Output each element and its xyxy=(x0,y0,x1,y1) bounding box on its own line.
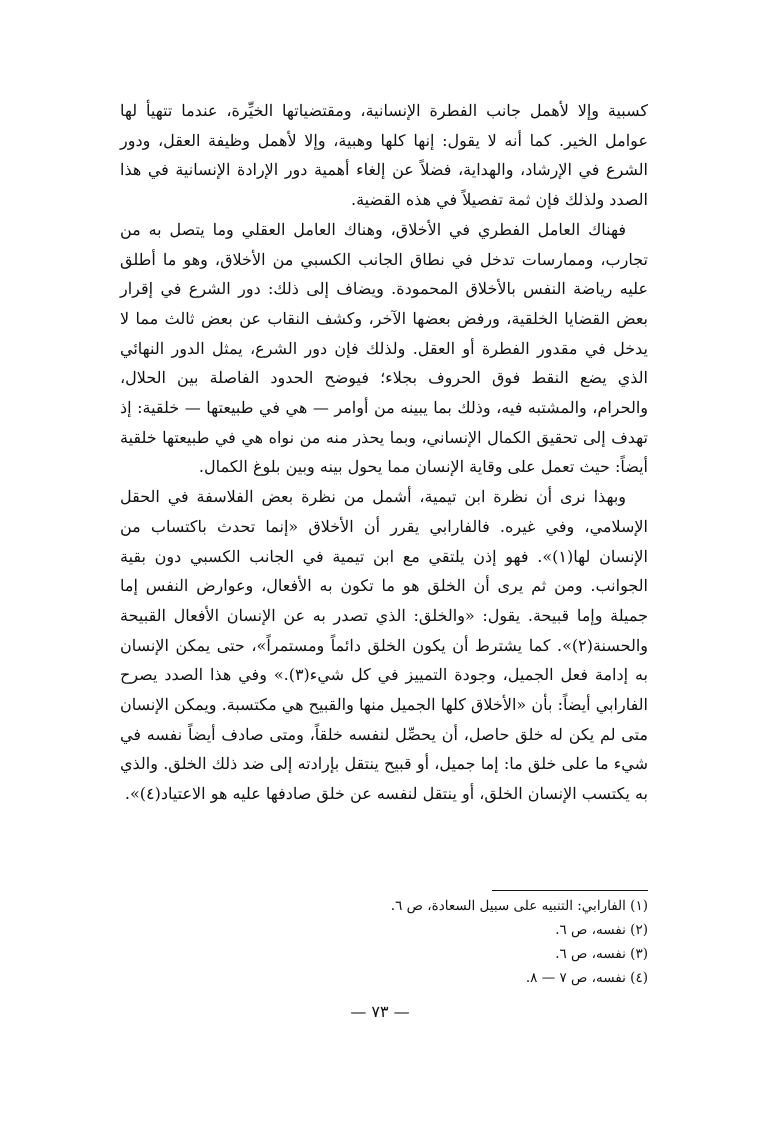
footnote-divider xyxy=(492,890,648,891)
paragraph-3: وبهذا نرى أن نظرة ابن تيمية، أشمل من نظرة بعض الفلاسفة في الحقل الإسلامي، وفي غيره. فالفارابي يقرر أن الأخلاق «إنما تحدث باكتساب من الإنسان لها(١)». فهو إذن يلتقي مع ابن تيمية في الجانب الكسبي دون بقية الجوانب. ومن ثم يرى أن الخلق هو ما تكون به الأفعال، وعوارض النفس إما جميلة وإما قبيحة. يقول: «والخلق: الذي تصدر به عن الإنسان الأفعال القبيحة والحسنة(٢)». كما يشترط أن يكون الخلق دائماً ومستمراً»، حتى يمكن الإنسان به إدامة فعل الجميل، وجودة التمييز في كل شيء(٣).» وفي هذا الصدد يصرح الفارابي أيضاً: بأن «الأخلاق كلها الجميل منها والقبيح هي مكتسبة. ويمكن الإنسان متى لم يكن له خلق حاصل، أن يحصِّل لنفسه خلقاً، ومتى صادف أيضاً نفسه في شيء ما على خلق ما: إما جميل، أو قبيح ينتقل بإرادته إلى ضد ذلك الخلق. والذي به يكتسب الإنسان الخلق، أو ينتقل لنفسه عن خلق صادفها عليه هو الاعتياد(٤)». xyxy=(120,487,649,804)
footnote-4: (٤) نفسه، ص ٧ — ٨. xyxy=(525,970,648,986)
footnote-1: (١) الفارابي: التنبيه على سبيل السعادة، ص ٦. xyxy=(390,898,648,914)
main-text xyxy=(120,96,648,809)
paragraph-1: كسبية وإلا لأهمل جانب الفطرة الإنسانية، ومقتضياتها الخيِّرة، عندما تتهيأ لها عوامل الخير. كما أنه لا يقول: إنها كلها وهبية، وإلا لأهمل وظيفة العقل، ودور الشرع في الإرشاد، والهداية، فضلاً عن إلغاء أهمية دور الإرادة الإنسانية في هذا الصدد ولذلك فإن ثمة تفصيلاً في هذه القضية. xyxy=(120,101,649,210)
footnote-3: (٣) نفسه، ص ٦. xyxy=(555,946,648,962)
footnote-2: (٢) نفسه، ص ٦. xyxy=(555,922,648,938)
page-number: — ٧٣ — xyxy=(350,1002,410,1021)
paragraph-2: فهناك العامل الفطري في الأخلاق، وهناك العامل العقلي وما يتصل به من تجارب، وممارسات تدخل في نطاق الجانب الكسبي من الأخلاق، وهو ما أطلق عليه رياضة النفس بالأخلاق المحمودة. ويضاف إلى ذلك: دور الشرع في إقرار بعض القضايا الخلقية، ورفض بعضها الآخر، وكشف النقاب عن بعض ثالث مما لا يدخل في مقدور الفطرة أو العقل. ولذلك فإن دور الشرع، يمثل الدور النهائي الذي يضع النقط فوق الحروف بجلاء؛ فيوضح الحدود الفاصلة بين الحلال، والحرام، والمشتبه فيه، وذلك بما يبينه من أوامر — هي في طبيعتها — خلقية: إذ تهدف إلى تحقيق الكمال الإنساني، وبما يحذر منه من نواه هي في طبيعتها خلقية أيضاً: حيث تعمل على وقاية الإنسان مما يحول بينه وبين بلوغ الكمال. xyxy=(120,219,649,477)
footnotes xyxy=(120,894,648,990)
